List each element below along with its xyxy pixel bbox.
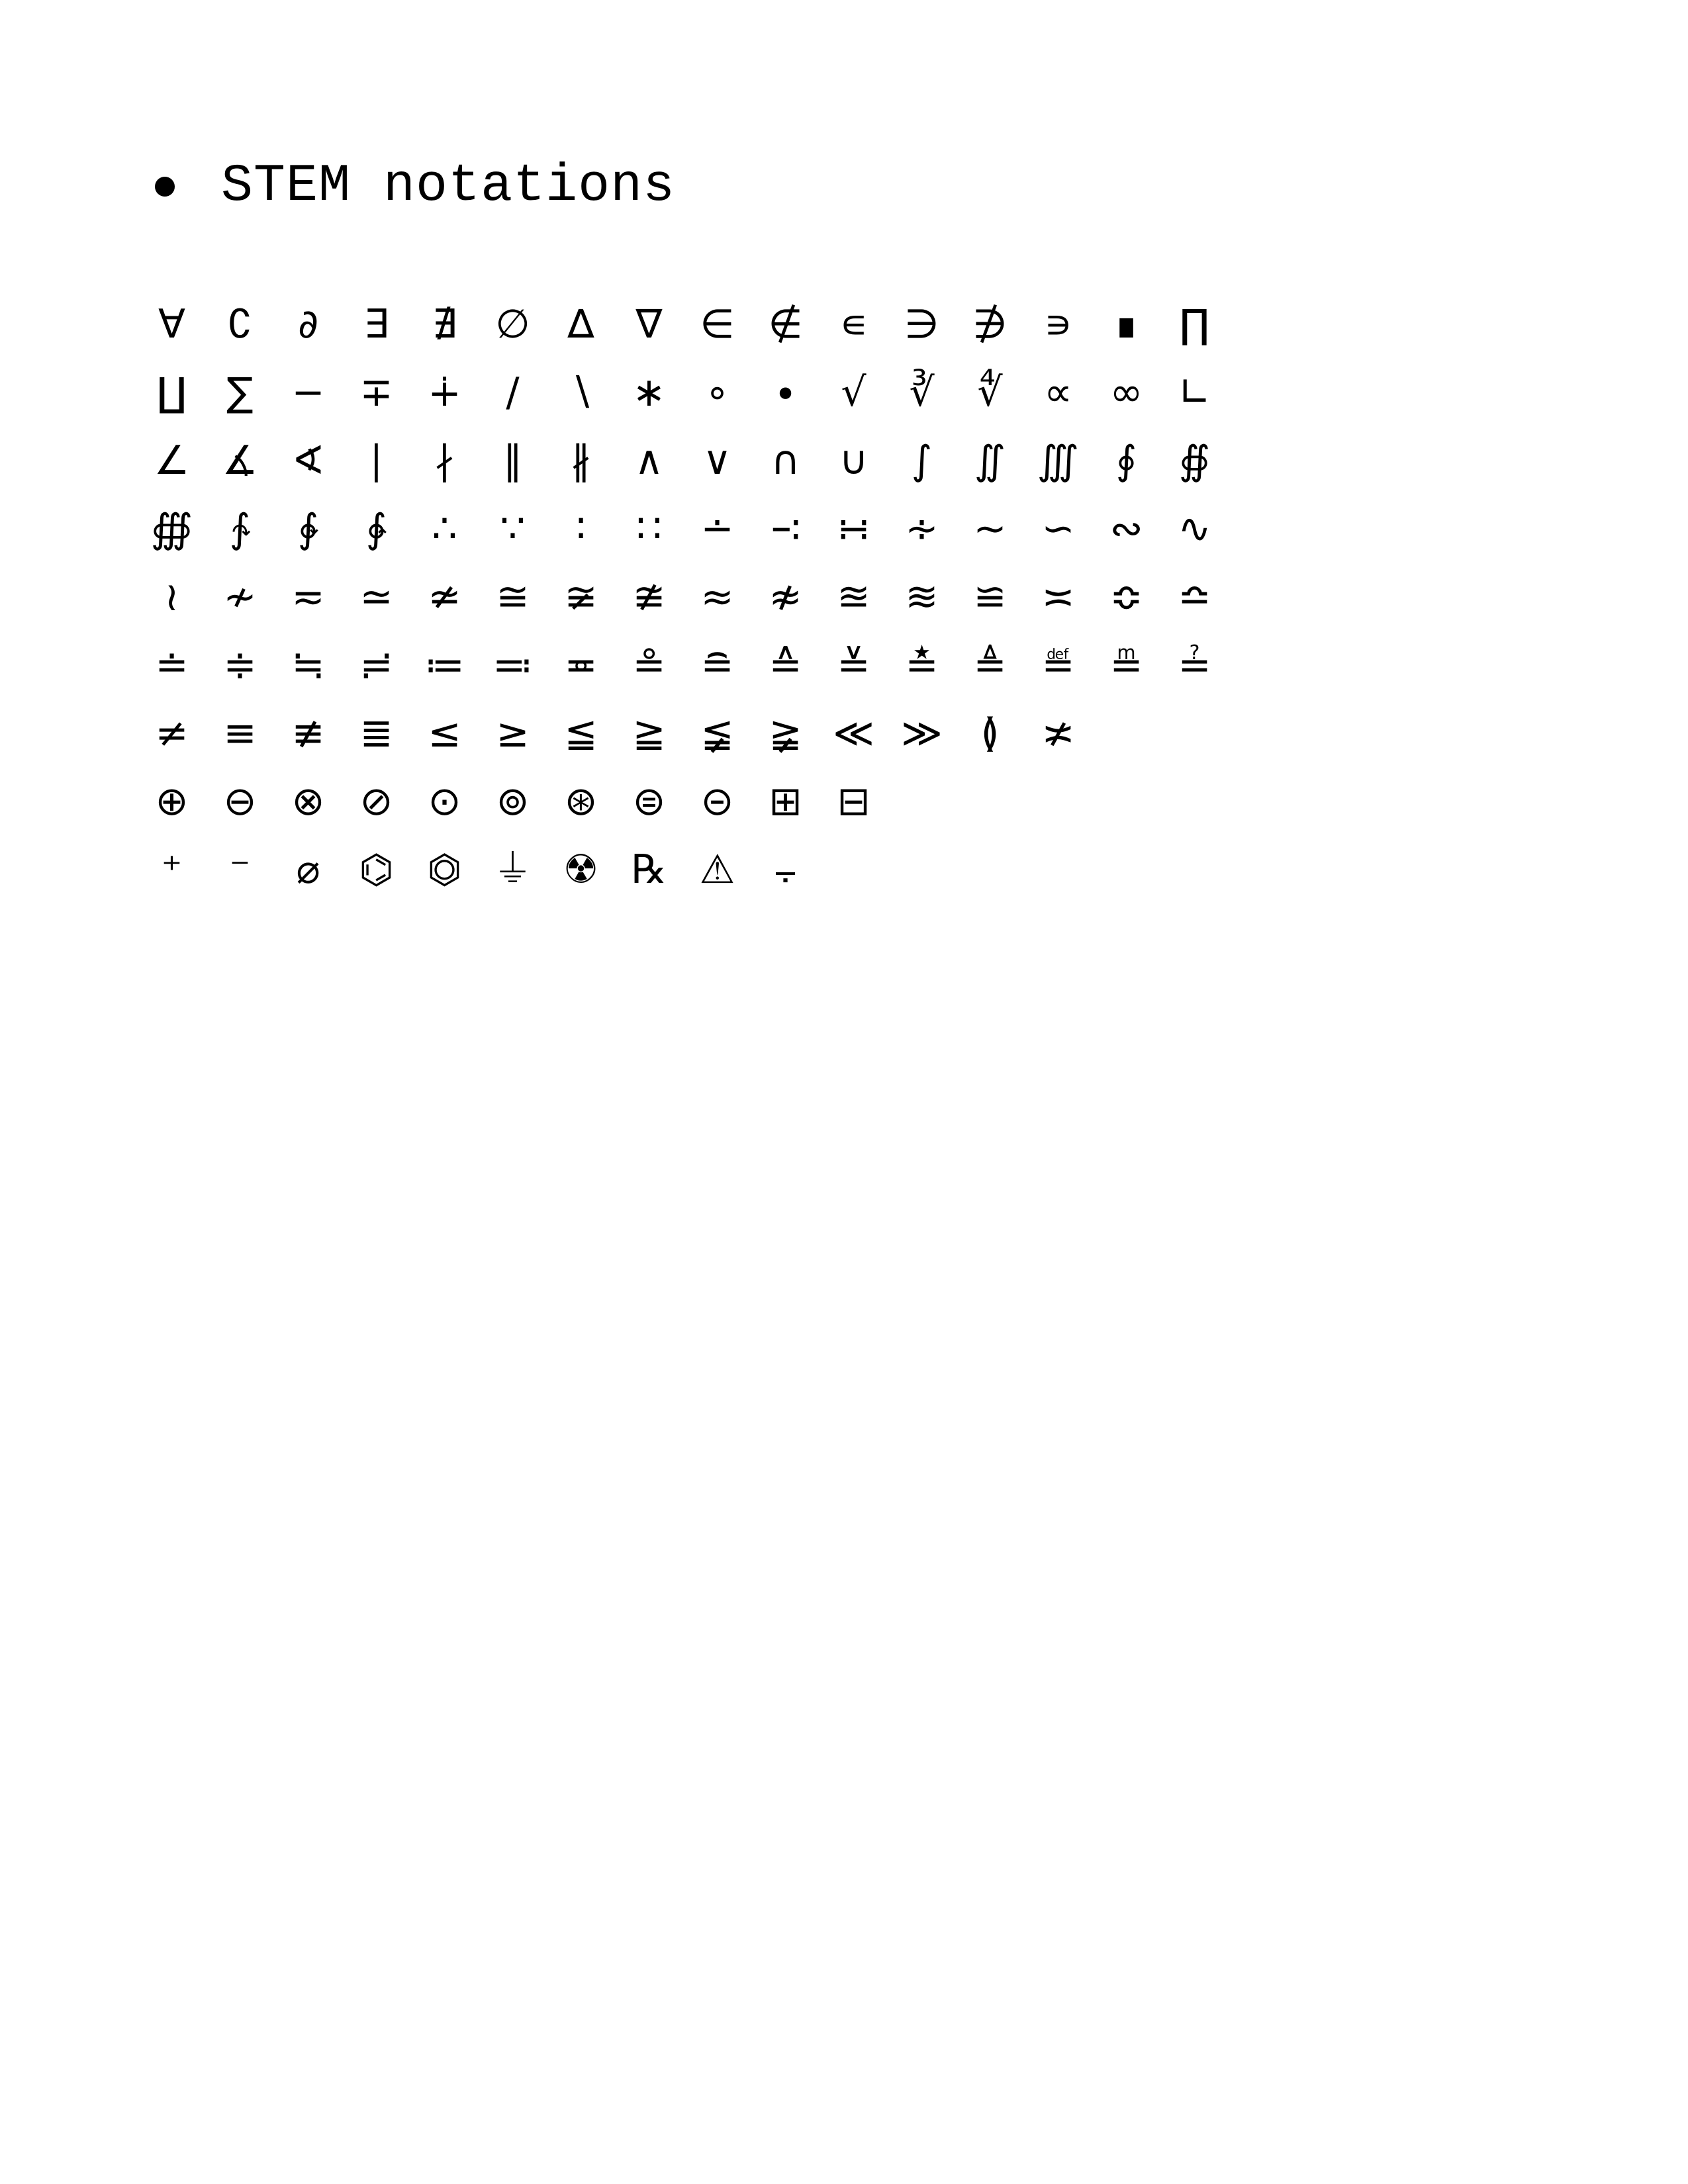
math-symbol: ≏ [1178, 574, 1211, 620]
math-symbol: ∏ [1179, 301, 1210, 347]
math-symbol: ∸ [700, 506, 734, 552]
math-symbol: ∧ [634, 437, 664, 484]
math-symbol: ⏚ [492, 846, 533, 893]
math-symbol: ≄ [428, 574, 461, 620]
math-symbol: ≋ [905, 574, 939, 620]
math-symbol: ≞ [1109, 642, 1143, 688]
math-symbol: ∱ [229, 506, 251, 552]
math-symbol: ∡ [222, 437, 258, 484]
math-symbol: ≆ [564, 574, 598, 620]
math-symbol: ∑ [226, 369, 254, 416]
math-symbol: ≒ [291, 642, 325, 688]
math-symbol: ∗ [632, 369, 666, 416]
math-symbol: ∈ [700, 301, 735, 347]
math-symbol: ∾ [1109, 506, 1143, 552]
math-symbol: ∉ [768, 301, 803, 347]
math-symbol: ∣ [366, 437, 387, 484]
math-symbol: ⌀ [296, 846, 320, 893]
math-symbol: ≕ [492, 642, 533, 688]
math-symbol: ∘ [704, 369, 730, 416]
math-symbol: ≐ [155, 642, 189, 688]
math-symbol: ⁺ [161, 846, 183, 893]
math-symbol: ∔ [428, 369, 461, 416]
section-heading [155, 154, 675, 220]
math-symbol: ∰ [150, 506, 193, 552]
math-symbol: ∀ [158, 301, 186, 347]
math-symbol: ∝ [1044, 369, 1072, 416]
math-symbol: ∦ [571, 437, 591, 484]
math-symbol: ≩ [769, 710, 802, 756]
math-symbol: ∃ [363, 301, 389, 347]
math-symbol: ∐ [156, 369, 187, 416]
math-symbol: ∷ [636, 506, 662, 552]
math-symbol: ≘ [700, 642, 734, 688]
math-symbol: ≧ [632, 710, 666, 756]
math-symbol: ≣ [359, 710, 393, 756]
math-symbol: ≗ [632, 642, 666, 688]
math-symbol: ⊞ [769, 778, 802, 825]
math-symbol: ≅ [496, 574, 530, 620]
math-symbol: ⊕ [155, 778, 189, 825]
math-symbol: √ [841, 369, 867, 416]
math-symbol: ∁ [227, 301, 253, 347]
math-symbol: ∠ [154, 437, 190, 484]
math-symbol: ≍ [1041, 574, 1075, 620]
math-symbol: ≨ [700, 710, 734, 756]
math-symbol: ∤ [434, 437, 455, 484]
math-symbol: ≎ [1109, 574, 1143, 620]
math-symbol: ∽ [1041, 506, 1075, 552]
math-symbol: ∞ [1109, 369, 1143, 416]
math-symbol: ∵ [500, 506, 526, 552]
math-symbol: ∺ [837, 506, 870, 552]
math-symbol: ∅ [495, 301, 530, 347]
math-symbol: ⨪ [773, 846, 798, 893]
math-symbol: ≁ [223, 574, 257, 620]
math-symbol: ∓ [359, 369, 393, 416]
math-symbol: ≭ [1041, 710, 1075, 756]
math-symbol: ∪ [839, 437, 868, 484]
math-symbol: ⊛ [564, 778, 598, 825]
math-symbol: ∎ [1113, 301, 1139, 347]
math-symbol: ⊚ [496, 778, 530, 825]
math-symbol: ∳ [365, 506, 387, 552]
section-title: STEM notations [221, 156, 676, 216]
math-symbol: ∮ [1115, 437, 1137, 484]
math-symbol: ∿ [1178, 506, 1211, 552]
math-symbol: ≀ [164, 574, 179, 620]
math-symbol: ∨ [702, 437, 732, 484]
math-symbol: ∯ [1178, 437, 1211, 484]
math-symbol: ∻ [905, 506, 939, 552]
math-symbol: ⊘ [359, 778, 393, 825]
math-symbol: ∄ [432, 301, 457, 347]
math-symbol: ≢ [291, 710, 325, 756]
math-symbol: ∭ [1037, 437, 1080, 484]
math-symbol: ≇ [632, 574, 666, 620]
math-symbol: ⏣ [427, 846, 462, 893]
math-symbol: ∕ [506, 369, 520, 416]
math-symbol: ≂ [291, 574, 325, 620]
math-symbol: ℞ [631, 846, 667, 893]
math-symbol: ∜ [977, 369, 1003, 416]
math-symbol: ∍ [1043, 301, 1073, 347]
math-symbol: ∊ [839, 301, 868, 347]
bullet-icon [155, 177, 175, 197]
math-symbol: ≚ [837, 642, 870, 688]
math-symbol: ∟ [1178, 369, 1211, 416]
math-symbol: ≉ [769, 574, 802, 620]
math-symbol: ≟ [1178, 642, 1211, 688]
math-symbol: ∥ [502, 437, 523, 484]
math-symbol: ⁻ [229, 846, 251, 893]
math-symbol: ∙ [773, 369, 798, 416]
math-symbol: ⊝ [700, 778, 734, 825]
math-symbol: ≃ [359, 574, 393, 620]
math-symbol: ☢ [563, 846, 599, 893]
math-symbol: ≡ [223, 710, 257, 756]
math-symbol: ≓ [359, 642, 393, 688]
math-symbol: ∢ [291, 437, 325, 484]
math-symbol: ≖ [564, 642, 598, 688]
math-symbol: ∴ [432, 506, 457, 552]
math-symbol: ∛ [909, 369, 935, 416]
math-symbol: ≦ [564, 710, 598, 756]
math-symbol: − [291, 369, 325, 416]
math-symbol: ⌬ [359, 846, 394, 893]
math-symbol: ≊ [837, 574, 870, 620]
math-symbol: ∋ [904, 301, 939, 347]
math-symbol: ≥ [496, 710, 530, 756]
math-symbol: ∌ [972, 301, 1008, 347]
math-symbol: ∫ [911, 437, 933, 484]
math-symbol: ≜ [973, 642, 1007, 688]
math-symbol: ⊙ [428, 778, 461, 825]
math-symbol: ≫ [901, 710, 943, 756]
math-symbol: ≛ [905, 642, 939, 688]
math-symbol: ⊖ [223, 778, 257, 825]
math-symbol: ∬ [974, 437, 1006, 484]
math-symbol: ⊗ [291, 778, 325, 825]
math-symbol: ∲ [297, 506, 319, 552]
math-symbol: ⊜ [632, 778, 666, 825]
math-symbol: ≪ [833, 710, 874, 756]
math-symbol: ≬ [980, 710, 1000, 756]
math-symbol: ≤ [428, 710, 461, 756]
math-symbol: ⊟ [837, 778, 870, 825]
math-symbol: ∆ [567, 301, 594, 347]
math-symbol: ≝ [1041, 642, 1075, 688]
math-symbol: ≙ [769, 642, 802, 688]
math-symbol: ∹ [769, 506, 802, 552]
math-symbol: ≑ [223, 642, 257, 688]
math-symbol: ∶ [575, 506, 586, 552]
math-symbol: ≈ [700, 574, 734, 620]
math-symbol: ≔ [424, 642, 465, 688]
math-symbol: ∇ [635, 301, 663, 347]
math-symbol: ≌ [973, 574, 1007, 620]
math-symbol: ∼ [973, 506, 1007, 552]
math-symbol: ∩ [771, 437, 800, 484]
math-symbol: ∖ [568, 369, 594, 416]
math-symbol: ⚠ [699, 846, 735, 893]
math-symbol: ∂ [297, 301, 319, 347]
math-symbol: ≠ [155, 710, 189, 756]
